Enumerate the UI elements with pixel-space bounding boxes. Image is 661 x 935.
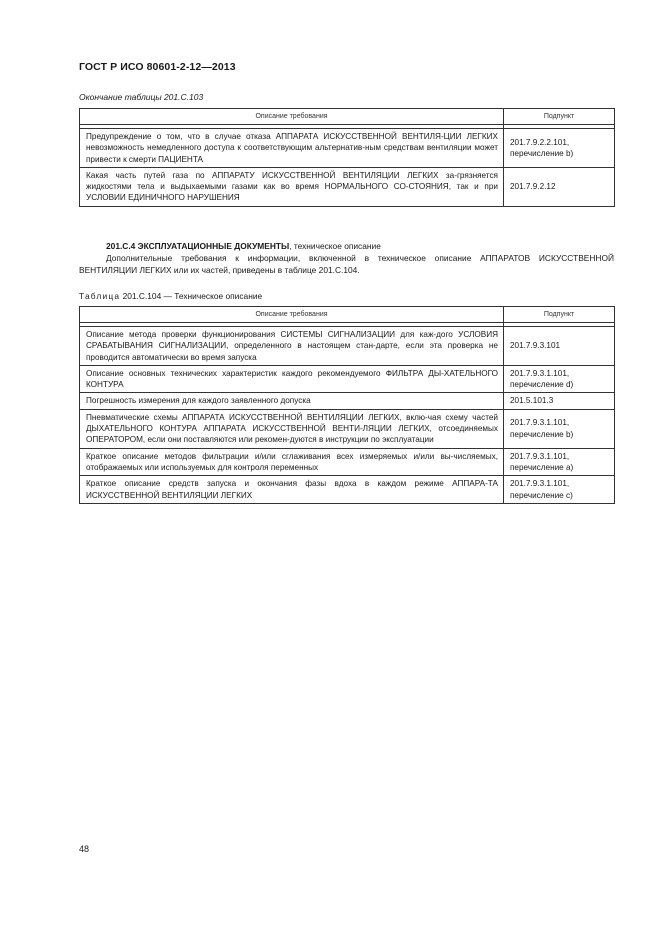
- table-caption-title: 201.С.104 — Техническое описание: [120, 291, 263, 301]
- table-caption-label: Таблица: [79, 291, 121, 301]
- table-row: [80, 393, 615, 409]
- table-row: [80, 476, 615, 504]
- requirement-description: Какая часть путей газа по АППАРАТУ ИСКУССТВЕННОЙ ВЕНТИЛЯЦИИ ЛЕГКИХ за-грязняется жидкостями тела и выдыхаемыми газами как во время НОРМАЛЬНОГО СО-СТОЯНИЯ, так и при УСЛОВИИ ЕДИНИЧНОГО НАРУШЕНИЯ: [80, 167, 504, 206]
- section-heading-bold: 201.С.4 ЭКСПЛУАТАЦИОННЫЕ ДОКУМЕНТЫ: [106, 241, 290, 251]
- table-caption-201c104: [79, 291, 262, 301]
- section-201c4: [79, 240, 614, 277]
- requirement-subclause: 201.7.9.3.1.101, перечисление b): [504, 409, 615, 448]
- table-row: [80, 365, 615, 393]
- table-row: [80, 167, 615, 206]
- requirement-subclause: 201.7.9.3.101: [504, 327, 615, 366]
- column-header-description: Описание требования: [80, 307, 504, 323]
- requirement-subclause: 201.7.9.3.1.101, перечисление с): [504, 476, 615, 504]
- requirements-table-201c103: [79, 108, 615, 207]
- requirement-subclause: 201.7.9.2.2.101, перечисление b): [504, 129, 615, 168]
- table-caption-continuation: Окончание таблицы 201.С.103: [79, 92, 204, 102]
- requirement-subclause: 201.5.101.3: [504, 393, 615, 409]
- table-row: [80, 409, 615, 448]
- requirement-subclause: 201.7.9.2.12: [504, 167, 615, 206]
- requirement-subclause: 201.7.9.3.1.101, перечисление d): [504, 365, 615, 393]
- requirement-description: Погрешность измерения для каждого заявленного допуска: [80, 393, 504, 409]
- table-row: [80, 327, 615, 366]
- document-header: ГОСТ Р ИСО 80601-2-12—2013: [79, 61, 236, 73]
- requirement-description: Пневматические схемы АППАРАТА ИСКУССТВЕННОЙ ВЕНТИЛЯЦИИ ЛЕГКИХ, вклю-чая схему частей ДЫХАТЕЛЬНОГО КОНТУРА АППАРАТА ИСКУССТВЕННОЙ ВЕНТИ-ЛЯЦИИ ЛЕГКИХ, отсоединяемых ОПЕРАТОРОМ, если они поставляются или рекомен-дуются в инструкции по эксплуатации: [80, 409, 504, 448]
- column-header-subclause: Подпункт: [504, 109, 615, 125]
- requirement-description: Описание метода проверки функционирования СИСТЕМЫ СИГНАЛИЗАЦИИ для каж-дого УСЛОВИЯ СРАБАТЫВАНИЯ СИГНАЛИЗАЦИИ, определенного в настоящем стан-дарте, если эта проверка не проводится автоматически во время запуска: [80, 327, 504, 366]
- table-header-row: [80, 307, 615, 323]
- table-header-row: [80, 109, 615, 125]
- section-heading-rest: , техническое описание: [289, 241, 381, 251]
- column-header-description: Описание требования: [80, 109, 504, 125]
- table-row: [80, 129, 615, 168]
- section-paragraph: Дополнительные требования к информации, включенной в техническое описание АППАРАТОВ ИСКУССТВЕННОЙ ВЕНТИЛЯЦИИ ЛЕГКИХ или их частей, приведены в таблице 201.С.104.: [79, 253, 614, 276]
- requirement-description: Краткое описание средств запуска и окончания фазы вдоха в каждом режиме АППАРА-ТА ИСКУССТВЕННОЙ ВЕНТИЛЯЦИИ ЛЕГКИХ: [80, 476, 504, 504]
- requirement-description: Краткое описание методов фильтрации и/или сглаживания всех измеряемых и/или вы-числяемых, отображаемых или используемых для контроля переменных: [80, 448, 504, 476]
- column-header-subclause: Подпункт: [504, 307, 615, 323]
- page-number: 48: [79, 844, 90, 854]
- section-heading: [79, 240, 614, 252]
- table-row: [80, 448, 615, 476]
- requirement-description: Предупреждение о том, что в случае отказа АППАРАТА ИСКУССТВЕННОЙ ВЕНТИЛЯ-ЦИИ ЛЕГКИХ невозможность немедленного доступа к соответствующим альтернатив-ным средствам вентиляции может привести к смерти ПАЦИЕНТА: [80, 129, 504, 168]
- requirements-table-201c104: [79, 306, 615, 504]
- requirement-description: Описание основных технических характеристик каждого рекомендуемого ФИЛЬТРА ДЫ-ХАТЕЛЬНОГО КОНТУРА: [80, 365, 504, 393]
- requirement-subclause: 201.7.9.3.1.101, перечисление а): [504, 448, 615, 476]
